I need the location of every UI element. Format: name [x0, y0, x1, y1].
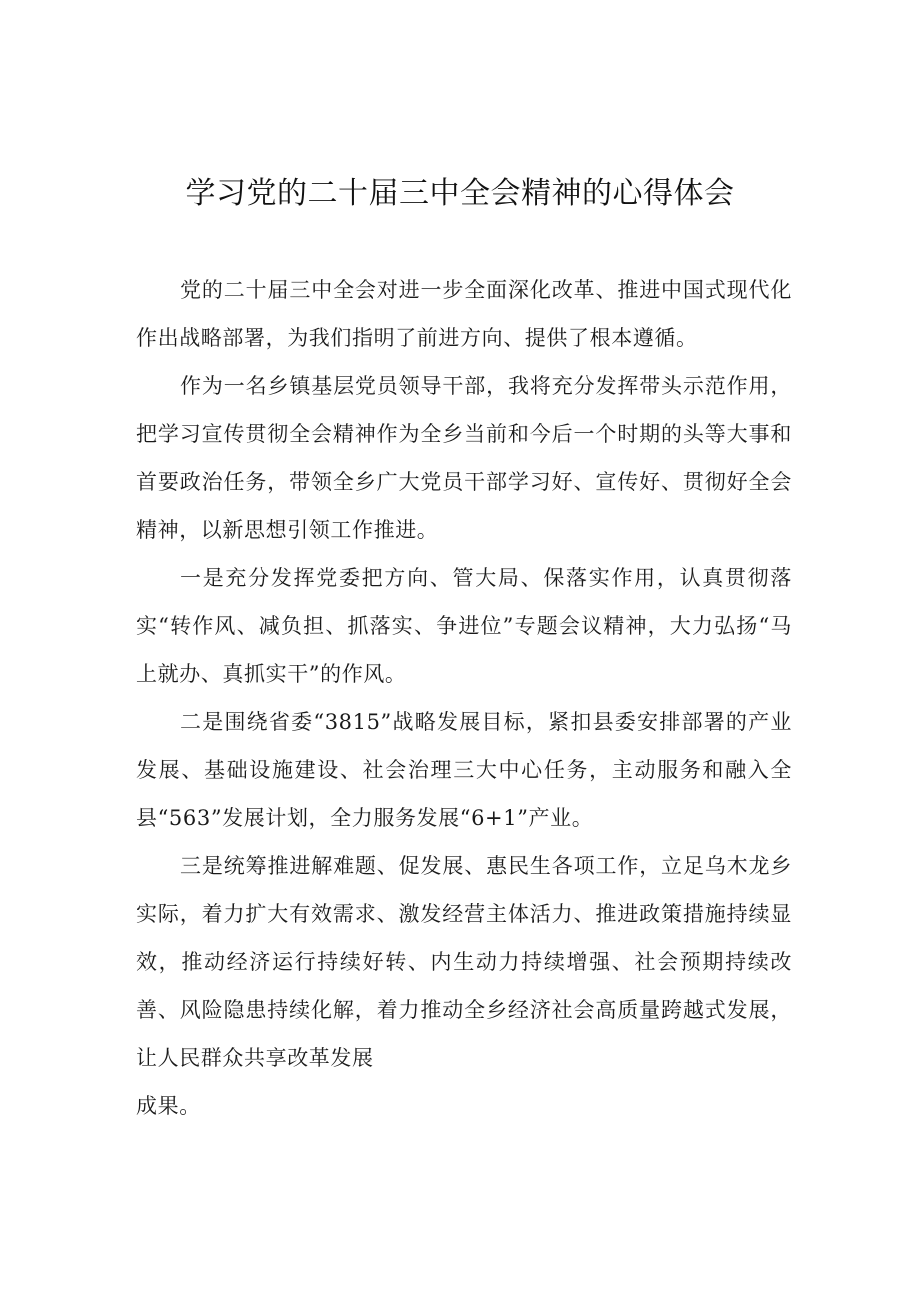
- paragraph-role: 作为一名乡镇基层党员领导干部，我将充分发挥带头示范作用，把学习宣传贯彻全会精神作为全乡当前和今后一个时期的头等大事和首要政治任务，带领全乡广大党员干部学习好、宣传好、贯彻好全会精神，以新思想引领工作推进。: [136, 374, 792, 542]
- document-body: [136, 266, 792, 1130]
- paragraph-point-one: 一是充分发挥党委把方向、管大局、保落实作用，认真贯彻落实“转作风、减负担、抓落实、争进位”专题会议精神，大力弘扬“马上就办、真抓实干”的作风。: [136, 566, 792, 686]
- paragraph-final-line: 成果。: [136, 1094, 201, 1118]
- paragraph-point-three: 三是统筹推进解难题、促发展、惠民生各项工作，立足乌木龙乡实际，着力扩大有效需求、激发经营主体活力、推进政策措施持续显效，推动经济运行持续好转、内生动力持续增强、社会预期持续改善、风险隐患持续化解，着力推动全乡经济社会高质量跨越式发展，让人民群众共享改革发展: [136, 854, 792, 1070]
- document-title: 学习党的二十届三中全会精神的心得体会: [185, 176, 735, 211]
- paragraph-point-two: 二是围绕省委“3815”战略发展目标，紧扣县委安排部署的产业发展、基础设施建设、社会治理三大中心任务，主动服务和融入全县“563”发展计划，全力服务发展“6+1”产业。: [136, 710, 792, 830]
- paragraph-intro: 党的二十届三中全会对进一步全面深化改革、推进中国式现代化作出战略部署，为我们指明了前进方向、提供了根本遵循。: [136, 278, 792, 350]
